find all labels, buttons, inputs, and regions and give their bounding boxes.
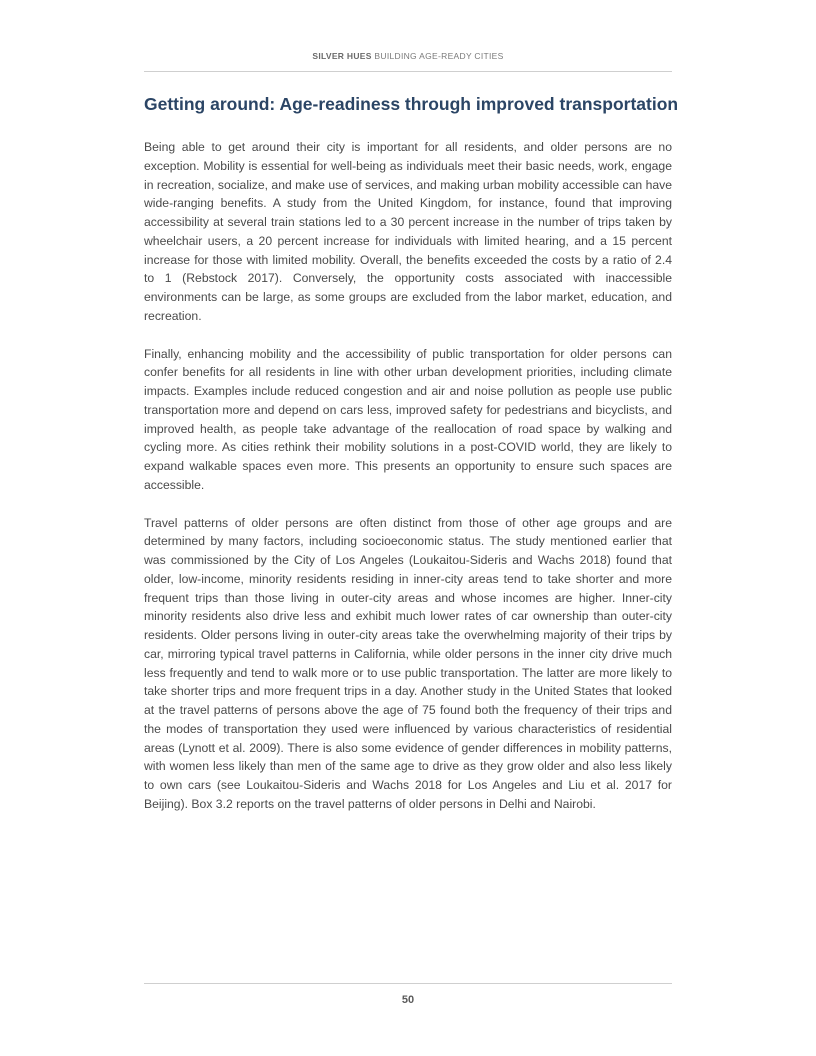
section-title: Getting around: Age-readiness through improved transportation bbox=[144, 94, 679, 114]
page-number: 50 bbox=[401, 994, 415, 1006]
paragraph: Being able to get around their city is important for all residents, and older persons are no exception. Mobility is essential for well-being as individuals meet their basic needs, work, engage in recreation, socialize, and make use of services, and making urban mobility accessible can have wide-ranging benefits. A study from the United Kingdom, for instance, found that improving accessibility at several train stations led to a 30 percent increase in the number of trips taken by wheelchair users, a 20 percent increase for individuals with limited hearing, and a 15 percent increase for those with limited mobility. Overall, the benefits exceeded the costs by a ratio of 2.4 to 1 (Rebstock 2017). Conversely, the opportunity costs associated with inaccessible environments can be large, as some groups are excluded from the labor market, education, and recreation. bbox=[144, 140, 672, 323]
running-header-subtitle: BUILDING AGE-READY CITIES bbox=[374, 51, 504, 61]
header-divider bbox=[144, 71, 672, 72]
paragraph: Travel patterns of older persons are often distinct from those of other age groups and are determined by many factors, including socioeconomic status. The study mentioned earlier that was commissioned by the City of Los Angeles (Loukaitou-Sideris and Wachs 2018) found that older, low-income, minority residents residing in inner-city areas tend to take shorter and more frequent trips than those living in outer-city areas and whose incomes are higher. Inner-city minority residents also drive less and exhibit much lower rates of car ownership than outer-city residents. Older persons living in outer-city areas take the overwhelming majority of their trips by car, mirroring typical travel patterns in California, while older persons in the inner city drive much less frequently and tend to walk more or to use public transportation. The latter are more likely to take shorter trips and more frequent trips in a day. Another study in the United States that looked at the travel patterns of persons above the age of 75 found both the frequency of their trips and the modes of transportation they used were influenced by various characteristics of residential areas (Lynott et al. 2009). There is also some evidence of gender differences in mobility patterns, with women less likely than men of the same age to drive as they grow older and also less likely to own cars (see Loukaitou-Sideris and Wachs 2018 for Los Angeles and Liu et al. 2017 for Beijing). Box 3.2 reports on the travel patterns of older persons in Delhi and Nairobi. bbox=[144, 515, 672, 811]
body-text bbox=[144, 138, 672, 833]
paragraph: Finally, enhancing mobility and the accessibility of public transportation for older persons can confer benefits for all residents in line with other urban development priorities, including climate impacts. Examples include reduced congestion and air and noise pollution as people use public transportation more and depend on cars less, improved safety for pedestrians and bicyclists, and improved health, as people take advantage of the reallocation of road space by walking and cycling more. As cities rethink their mobility solutions in a post-COVID world, they are likely to expand walkable spaces even more. This presents an opportunity to ensure such spaces are accessible. bbox=[144, 346, 672, 492]
running-header bbox=[144, 51, 672, 61]
footer-divider bbox=[144, 983, 672, 984]
running-header-series: SILVER HUES bbox=[312, 51, 372, 61]
